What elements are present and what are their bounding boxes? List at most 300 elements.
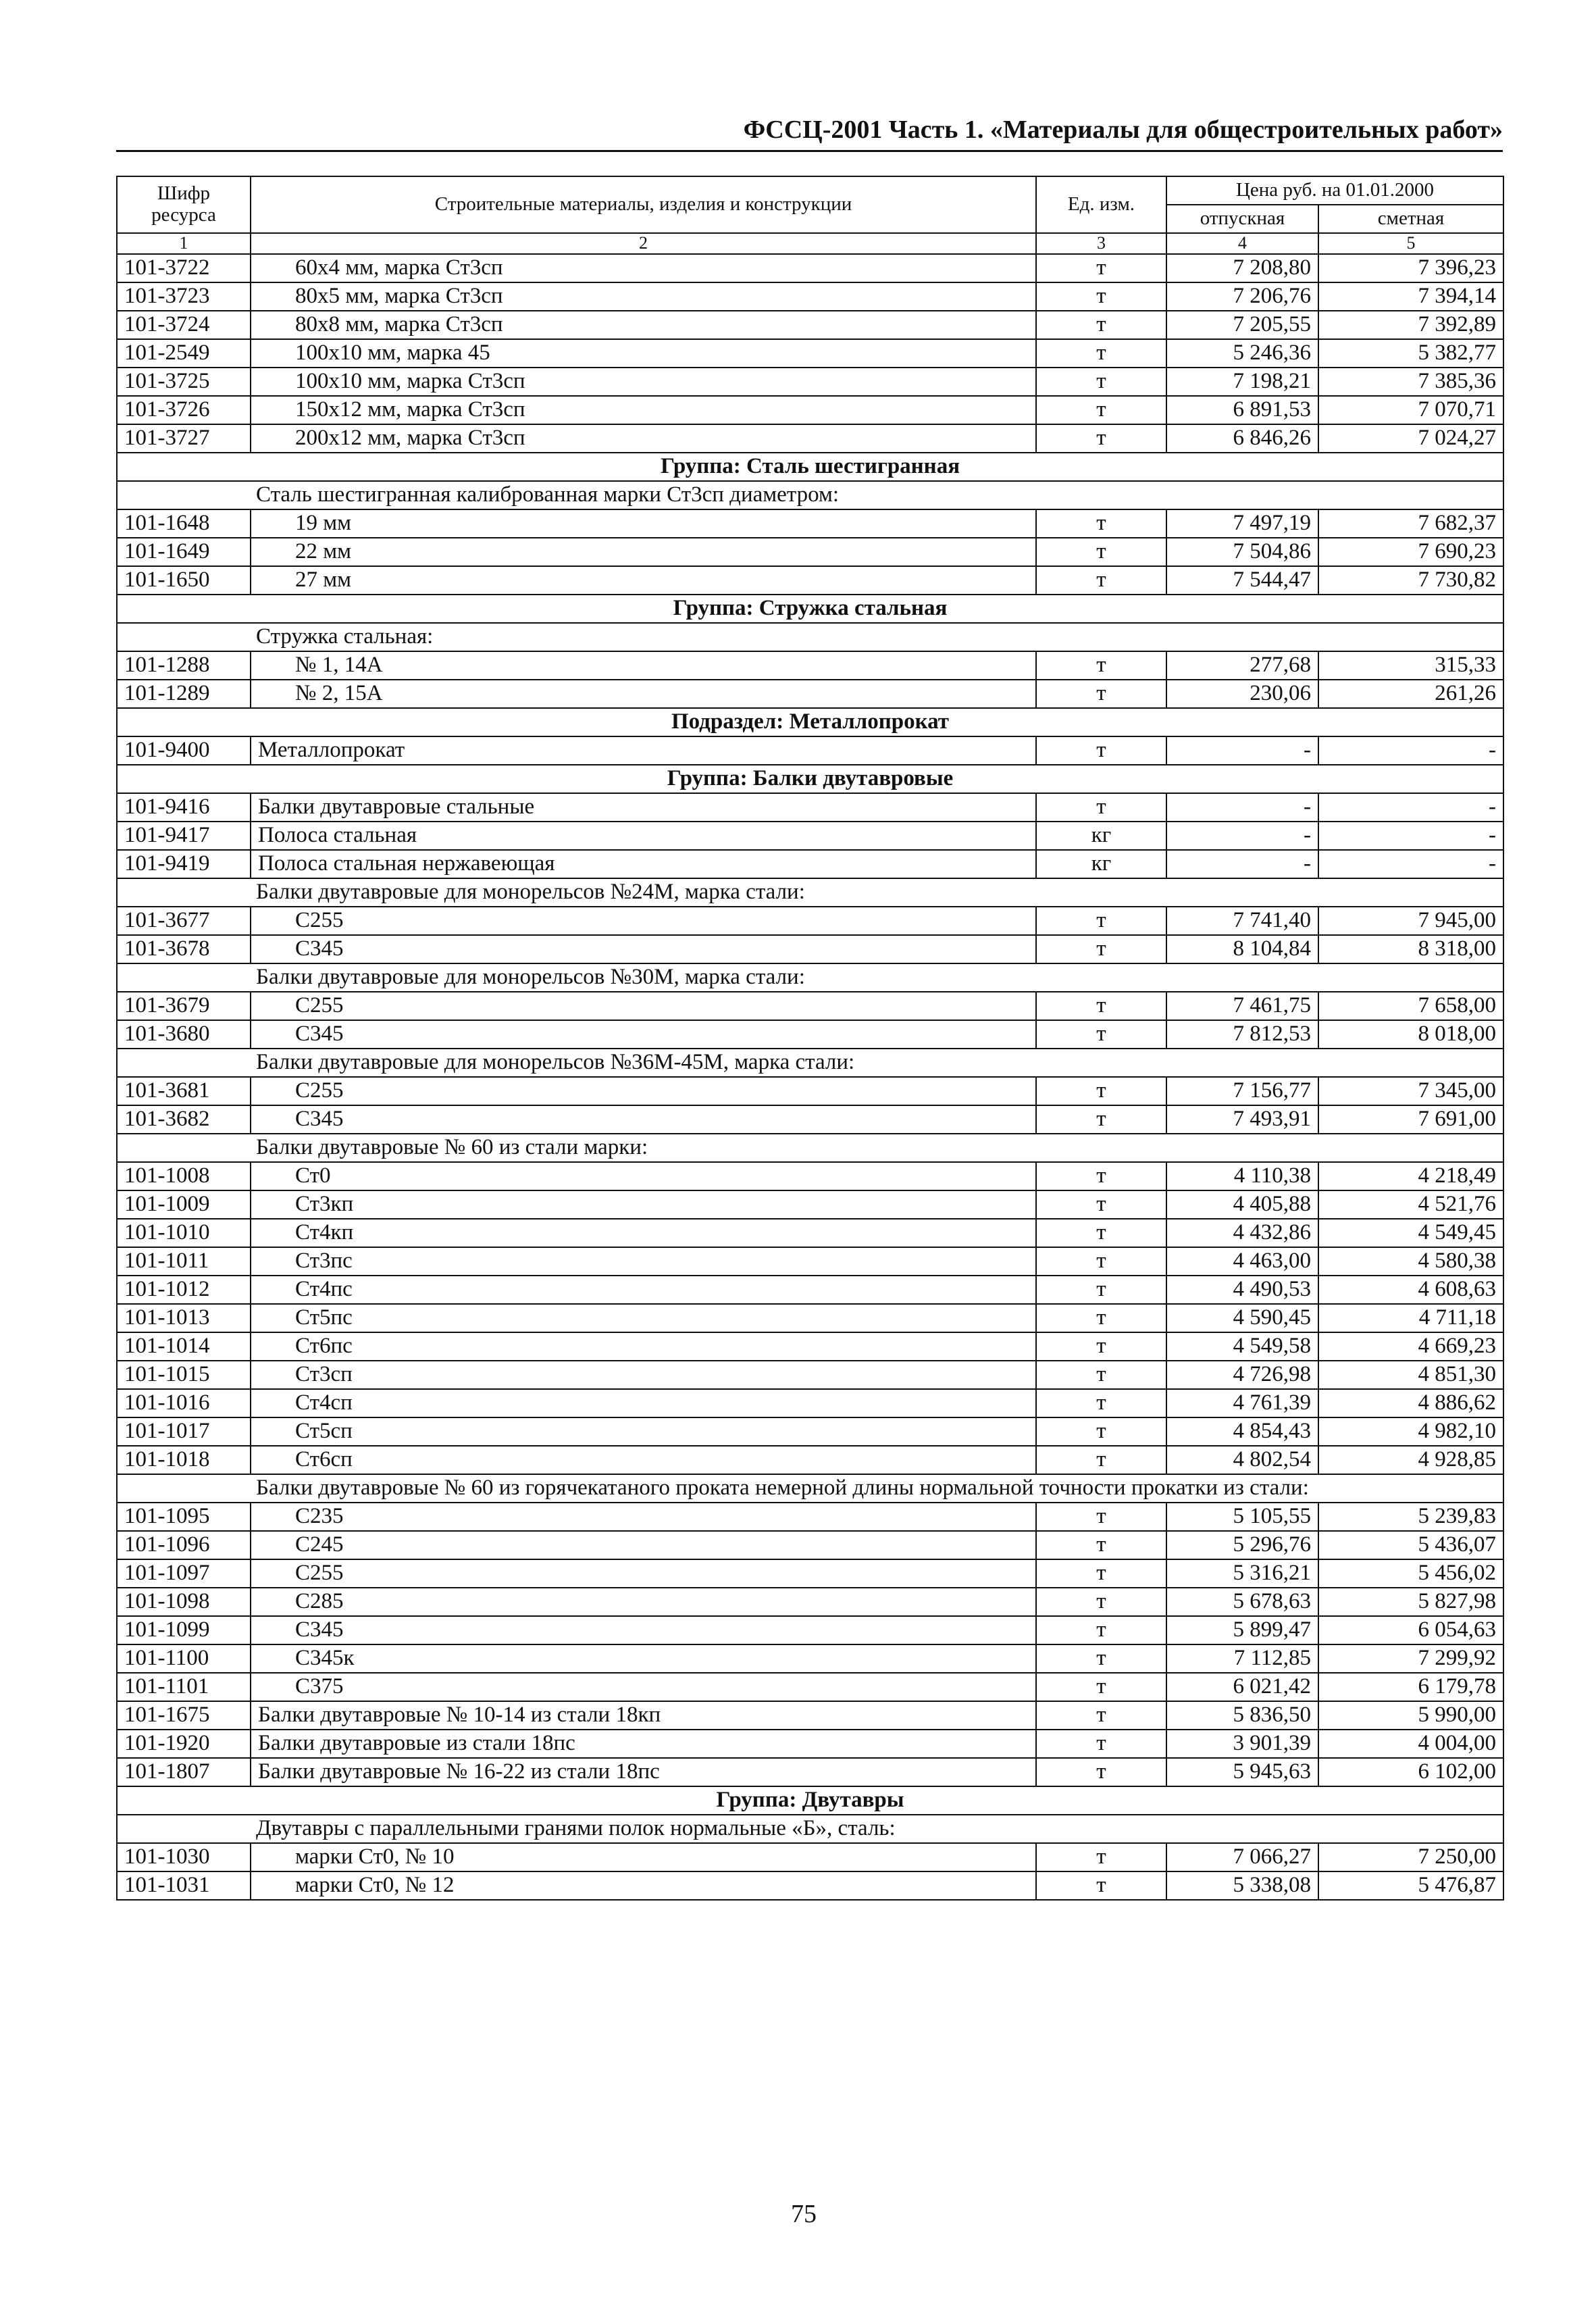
- price-release: 5 338,08: [1166, 1871, 1318, 1900]
- price-estimate: -: [1318, 793, 1503, 822]
- material-name: С255: [251, 907, 1036, 935]
- price-release: 4 549,58: [1166, 1332, 1318, 1361]
- header-price: Цена руб. на 01.01.2000: [1166, 176, 1503, 205]
- price-estimate: -: [1318, 850, 1503, 878]
- unit-of-measure: т: [1036, 1304, 1166, 1332]
- price-estimate: 7 392,89: [1318, 311, 1503, 339]
- price-estimate: 7 945,00: [1318, 907, 1503, 935]
- price-estimate: 4 521,76: [1318, 1190, 1503, 1219]
- price-release: 6 021,42: [1166, 1673, 1318, 1701]
- table-row: [117, 651, 1503, 680]
- unit-of-measure: т: [1036, 680, 1166, 708]
- price-estimate: 5 990,00: [1318, 1701, 1503, 1730]
- unit-of-measure: т: [1036, 538, 1166, 566]
- unit-of-measure: т: [1036, 1730, 1166, 1758]
- price-estimate: 4 851,30: [1318, 1361, 1503, 1389]
- resource-code: 101-1012: [117, 1276, 251, 1304]
- price-estimate: 4 982,10: [1318, 1417, 1503, 1446]
- header-price-release: отпускная: [1166, 205, 1318, 233]
- table-row: [117, 1219, 1503, 1247]
- price-release: 6 846,26: [1166, 424, 1318, 453]
- resource-code: 101-9419: [117, 850, 251, 878]
- resource-code: 101-3680: [117, 1020, 251, 1049]
- resource-code: 101-3723: [117, 282, 251, 311]
- price-estimate: 4 711,18: [1318, 1304, 1503, 1332]
- unit-of-measure: т: [1036, 311, 1166, 339]
- unit-of-measure: т: [1036, 1276, 1166, 1304]
- subgroup-heading: Балки двутавровые для монорельсов №30М, марка стали:: [117, 963, 1503, 992]
- resource-code: 101-3681: [117, 1077, 251, 1105]
- resource-code: 101-1807: [117, 1758, 251, 1786]
- price-release: -: [1166, 822, 1318, 850]
- table-row: [117, 1701, 1503, 1730]
- resource-code: 101-1095: [117, 1503, 251, 1531]
- unit-of-measure: кг: [1036, 822, 1166, 850]
- resource-code: 101-1099: [117, 1616, 251, 1644]
- unit-of-measure: т: [1036, 1332, 1166, 1361]
- subgroup-heading-row: [117, 1049, 1503, 1077]
- unit-of-measure: т: [1036, 509, 1166, 538]
- price-estimate: 5 456,02: [1318, 1559, 1503, 1588]
- resource-code: 101-3678: [117, 935, 251, 963]
- unit-of-measure: т: [1036, 282, 1166, 311]
- table-row: [117, 1531, 1503, 1559]
- group-heading-row: [117, 453, 1503, 481]
- price-release: 4 405,88: [1166, 1190, 1318, 1219]
- price-estimate: 261,26: [1318, 680, 1503, 708]
- unit-of-measure: т: [1036, 254, 1166, 282]
- resource-code: 101-1011: [117, 1247, 251, 1276]
- material-name: Ст6пс: [251, 1332, 1036, 1361]
- price-estimate: 8 318,00: [1318, 935, 1503, 963]
- material-name: 200х12 мм, марка Ст3сп: [251, 424, 1036, 453]
- resource-code: 101-9417: [117, 822, 251, 850]
- group-heading: Группа: Стружка стальная: [117, 595, 1503, 623]
- material-name: 22 мм: [251, 538, 1036, 566]
- subgroup-heading-row: [117, 1134, 1503, 1162]
- material-name: С375: [251, 1673, 1036, 1701]
- table-row: [117, 1105, 1503, 1134]
- material-name: Балки двутавровые № 10-14 из стали 18кп: [251, 1701, 1036, 1730]
- material-name: Ст3кп: [251, 1190, 1036, 1219]
- unit-of-measure: т: [1036, 1503, 1166, 1531]
- price-release: 277,68: [1166, 651, 1318, 680]
- unit-of-measure: т: [1036, 1077, 1166, 1105]
- unit-of-measure: т: [1036, 736, 1166, 765]
- resource-code: 101-3727: [117, 424, 251, 453]
- price-release: 7 493,91: [1166, 1105, 1318, 1134]
- table-row: [117, 1361, 1503, 1389]
- header-name: Строительные материалы, изделия и конструкции: [251, 176, 1036, 233]
- material-name: Ст4сп: [251, 1389, 1036, 1417]
- price-estimate: 6 102,00: [1318, 1758, 1503, 1786]
- material-name: Ст3пс: [251, 1247, 1036, 1276]
- unit-of-measure: т: [1036, 1673, 1166, 1701]
- material-name: 80х5 мм, марка Ст3сп: [251, 282, 1036, 311]
- material-name: Полоса стальная: [251, 822, 1036, 850]
- material-name: Балки двутавровые из стали 18пс: [251, 1730, 1036, 1758]
- price-release: 4 761,39: [1166, 1389, 1318, 1417]
- material-name: 100х10 мм, марка Ст3сп: [251, 368, 1036, 396]
- table-row: [117, 1190, 1503, 1219]
- price-release: 7 544,47: [1166, 566, 1318, 595]
- table-row: [117, 396, 1503, 424]
- price-estimate: 4 580,38: [1318, 1247, 1503, 1276]
- price-estimate: 7 396,23: [1318, 254, 1503, 282]
- group-heading: Группа: Балки двутавровые: [117, 765, 1503, 793]
- resource-code: 101-1018: [117, 1446, 251, 1474]
- material-name: Ст5пс: [251, 1304, 1036, 1332]
- subgroup-heading: Сталь шестигранная калиброванная марки Ст3сп диаметром:: [117, 481, 1503, 509]
- group-heading-row: [117, 765, 1503, 793]
- unit-of-measure: т: [1036, 1843, 1166, 1871]
- resource-code: 101-1289: [117, 680, 251, 708]
- price-release: 5 316,21: [1166, 1559, 1318, 1588]
- unit-of-measure: т: [1036, 1190, 1166, 1219]
- price-estimate: 4 549,45: [1318, 1219, 1503, 1247]
- subgroup-heading: Балки двутавровые № 60 из горячекатаного проката немерной длины нормальной точности прокатки из стали:: [117, 1474, 1503, 1503]
- table-row: [117, 1588, 1503, 1616]
- material-name: марки Ст0, № 12: [251, 1871, 1036, 1900]
- table-row: [117, 282, 1503, 311]
- resource-code: 101-1675: [117, 1701, 251, 1730]
- price-estimate: 5 476,87: [1318, 1871, 1503, 1900]
- resource-code: 101-1097: [117, 1559, 251, 1588]
- price-release: 7 208,80: [1166, 254, 1318, 282]
- resource-code: 101-1096: [117, 1531, 251, 1559]
- subgroup-heading-row: [117, 963, 1503, 992]
- unit-of-measure: т: [1036, 992, 1166, 1020]
- unit-of-measure: т: [1036, 651, 1166, 680]
- table-row: [117, 1644, 1503, 1673]
- subgroup-heading-row: [117, 878, 1503, 907]
- table-row: [117, 1446, 1503, 1474]
- table-row: [117, 680, 1503, 708]
- price-release: 4 590,45: [1166, 1304, 1318, 1332]
- subgroup-heading-row: [117, 1815, 1503, 1843]
- unit-of-measure: т: [1036, 1588, 1166, 1616]
- price-estimate: 7 394,14: [1318, 282, 1503, 311]
- price-estimate: 6 179,78: [1318, 1673, 1503, 1701]
- resource-code: 101-1650: [117, 566, 251, 595]
- resource-code: 101-1101: [117, 1673, 251, 1701]
- resource-code: 101-3724: [117, 311, 251, 339]
- resource-code: 101-1100: [117, 1644, 251, 1673]
- price-release: 8 104,84: [1166, 935, 1318, 963]
- unit-of-measure: т: [1036, 935, 1166, 963]
- material-name: Ст4кп: [251, 1219, 1036, 1247]
- subgroup-heading: Балки двутавровые № 60 из стали марки:: [117, 1134, 1503, 1162]
- resource-code: 101-1010: [117, 1219, 251, 1247]
- price-estimate: 5 382,77: [1318, 339, 1503, 368]
- column-number: 2: [251, 233, 1036, 254]
- group-heading-row: [117, 708, 1503, 736]
- resource-code: 101-1014: [117, 1332, 251, 1361]
- unit-of-measure: т: [1036, 1162, 1166, 1190]
- price-table: [116, 176, 1504, 1901]
- table-row: [117, 254, 1503, 282]
- price-release: 4 802,54: [1166, 1446, 1318, 1474]
- unit-of-measure: т: [1036, 566, 1166, 595]
- resource-code: 101-2549: [117, 339, 251, 368]
- subgroup-heading: Балки двутавровые для монорельсов №36М-45М, марка стали:: [117, 1049, 1503, 1077]
- group-heading: Группа: Сталь шестигранная: [117, 453, 1503, 481]
- price-estimate: 7 299,92: [1318, 1644, 1503, 1673]
- table-row: [117, 509, 1503, 538]
- material-name: С255: [251, 1077, 1036, 1105]
- group-heading-row: [117, 595, 1503, 623]
- unit-of-measure: т: [1036, 339, 1166, 368]
- table-row: [117, 1730, 1503, 1758]
- price-estimate: 4 886,62: [1318, 1389, 1503, 1417]
- resource-code: 101-1098: [117, 1588, 251, 1616]
- table-row: [117, 1758, 1503, 1786]
- price-estimate: 5 827,98: [1318, 1588, 1503, 1616]
- table-row: [117, 1503, 1503, 1531]
- table-row: [117, 907, 1503, 935]
- table-row: [117, 1332, 1503, 1361]
- table-row: [117, 1020, 1503, 1049]
- subgroup-heading-row: [117, 481, 1503, 509]
- material-name: Ст4пс: [251, 1276, 1036, 1304]
- price-release: 5 678,63: [1166, 1588, 1318, 1616]
- unit-of-measure: т: [1036, 1361, 1166, 1389]
- material-name: Ст0: [251, 1162, 1036, 1190]
- unit-of-measure: т: [1036, 424, 1166, 453]
- price-estimate: 7 690,23: [1318, 538, 1503, 566]
- price-release: 5 105,55: [1166, 1503, 1318, 1531]
- price-release: 4 490,53: [1166, 1276, 1318, 1304]
- material-name: 80х8 мм, марка Ст3сп: [251, 311, 1036, 339]
- material-name: С345: [251, 1616, 1036, 1644]
- price-estimate: 8 018,00: [1318, 1020, 1503, 1049]
- table-row: [117, 1247, 1503, 1276]
- unit-of-measure: т: [1036, 1701, 1166, 1730]
- price-release: 7 206,76: [1166, 282, 1318, 311]
- price-release: 7 461,75: [1166, 992, 1318, 1020]
- unit-of-measure: т: [1036, 1417, 1166, 1446]
- unit-of-measure: кг: [1036, 850, 1166, 878]
- price-release: 7 205,55: [1166, 311, 1318, 339]
- resource-code: 101-1008: [117, 1162, 251, 1190]
- resource-code: 101-1030: [117, 1843, 251, 1871]
- material-name: Полоса стальная нержавеющая: [251, 850, 1036, 878]
- price-estimate: 6 054,63: [1318, 1616, 1503, 1644]
- price-release: 5 945,63: [1166, 1758, 1318, 1786]
- price-estimate: 4 669,23: [1318, 1332, 1503, 1361]
- price-release: 7 156,77: [1166, 1077, 1318, 1105]
- price-release: 4 854,43: [1166, 1417, 1318, 1446]
- price-release: 7 497,19: [1166, 509, 1318, 538]
- unit-of-measure: т: [1036, 907, 1166, 935]
- material-name: С345: [251, 1105, 1036, 1134]
- material-name: Металлопрокат: [251, 736, 1036, 765]
- material-name: С255: [251, 1559, 1036, 1588]
- table-row: [117, 424, 1503, 453]
- table-row: [117, 1304, 1503, 1332]
- resource-code: 101-3725: [117, 368, 251, 396]
- unit-of-measure: т: [1036, 368, 1166, 396]
- price-release: 5 836,50: [1166, 1701, 1318, 1730]
- unit-of-measure: т: [1036, 1247, 1166, 1276]
- header-code: Шифр ресурса: [117, 176, 251, 233]
- material-name: С235: [251, 1503, 1036, 1531]
- price-estimate: 4 608,63: [1318, 1276, 1503, 1304]
- price-release: 4 110,38: [1166, 1162, 1318, 1190]
- resource-code: 101-3726: [117, 396, 251, 424]
- material-name: Балки двутавровые стальные: [251, 793, 1036, 822]
- price-release: 4 432,86: [1166, 1219, 1318, 1247]
- material-name: № 2, 15А: [251, 680, 1036, 708]
- price-estimate: 315,33: [1318, 651, 1503, 680]
- material-name: Ст3сп: [251, 1361, 1036, 1389]
- material-name: 60х4 мм, марка Ст3сп: [251, 254, 1036, 282]
- price-release: 7 066,27: [1166, 1843, 1318, 1871]
- page-number: 75: [791, 2200, 817, 2228]
- table-row: [117, 935, 1503, 963]
- table-row: [117, 992, 1503, 1020]
- resource-code: 101-1920: [117, 1730, 251, 1758]
- resource-code: 101-1648: [117, 509, 251, 538]
- unit-of-measure: т: [1036, 1389, 1166, 1417]
- subgroup-heading: Стружка стальная:: [117, 623, 1503, 651]
- resource-code: 101-1013: [117, 1304, 251, 1332]
- price-estimate: 5 436,07: [1318, 1531, 1503, 1559]
- material-name: С245: [251, 1531, 1036, 1559]
- header-rule: [116, 150, 1503, 152]
- group-heading: Подраздел: Металлопрокат: [117, 708, 1503, 736]
- group-heading-row: [117, 1786, 1503, 1815]
- table-row: [117, 1871, 1503, 1900]
- price-release: 7 812,53: [1166, 1020, 1318, 1049]
- material-name: Балки двутавровые № 16-22 из стали 18пс: [251, 1758, 1036, 1786]
- price-estimate: 7 250,00: [1318, 1843, 1503, 1871]
- table-row: [117, 1389, 1503, 1417]
- table-row: [117, 538, 1503, 566]
- resource-code: 101-1016: [117, 1389, 251, 1417]
- price-release: 7 198,21: [1166, 368, 1318, 396]
- price-release: 5 246,36: [1166, 339, 1318, 368]
- resource-code: 101-1009: [117, 1190, 251, 1219]
- column-number: 4: [1166, 233, 1318, 254]
- table-row: [117, 1417, 1503, 1446]
- price-estimate: 4 928,85: [1318, 1446, 1503, 1474]
- resource-code: 101-1015: [117, 1361, 251, 1389]
- material-name: Ст6сп: [251, 1446, 1036, 1474]
- material-name: С285: [251, 1588, 1036, 1616]
- table-row: [117, 822, 1503, 850]
- table-row: [117, 1673, 1503, 1701]
- table-row: [117, 736, 1503, 765]
- price-estimate: 7 345,00: [1318, 1077, 1503, 1105]
- resource-code: 101-3679: [117, 992, 251, 1020]
- table-row: [117, 1559, 1503, 1588]
- price-estimate: 4 218,49: [1318, 1162, 1503, 1190]
- unit-of-measure: т: [1036, 1616, 1166, 1644]
- material-name: № 1, 14А: [251, 651, 1036, 680]
- price-release: 5 296,76: [1166, 1531, 1318, 1559]
- table-row: [117, 368, 1503, 396]
- price-release: 3 901,39: [1166, 1730, 1318, 1758]
- table-body: [117, 254, 1503, 1900]
- resource-code: 101-3722: [117, 254, 251, 282]
- material-name: 150х12 мм, марка Ст3сп: [251, 396, 1036, 424]
- table-row: [117, 793, 1503, 822]
- price-estimate: 7 070,71: [1318, 396, 1503, 424]
- subgroup-heading: Двутавры с параллельными гранями полок нормальные «Б», сталь:: [117, 1815, 1503, 1843]
- price-release: 230,06: [1166, 680, 1318, 708]
- material-name: С345к: [251, 1644, 1036, 1673]
- resource-code: 101-1649: [117, 538, 251, 566]
- material-name: 19 мм: [251, 509, 1036, 538]
- unit-of-measure: т: [1036, 1871, 1166, 1900]
- table-row: [117, 566, 1503, 595]
- price-release: 7 504,86: [1166, 538, 1318, 566]
- price-release: 7 112,85: [1166, 1644, 1318, 1673]
- subgroup-heading-row: [117, 623, 1503, 651]
- price-estimate: 5 239,83: [1318, 1503, 1503, 1531]
- unit-of-measure: т: [1036, 1105, 1166, 1134]
- page-header-title: ФССЦ-2001 Часть 1. «Материалы для общестроительных работ»: [743, 116, 1503, 144]
- column-number: 3: [1036, 233, 1166, 254]
- price-estimate: 7 658,00: [1318, 992, 1503, 1020]
- price-estimate: -: [1318, 736, 1503, 765]
- price-estimate: 7 682,37: [1318, 509, 1503, 538]
- table-row: [117, 850, 1503, 878]
- unit-of-measure: т: [1036, 1446, 1166, 1474]
- table-row: [117, 1162, 1503, 1190]
- price-estimate: 7 730,82: [1318, 566, 1503, 595]
- material-name: Ст5сп: [251, 1417, 1036, 1446]
- price-release: -: [1166, 736, 1318, 765]
- resource-code: 101-1031: [117, 1871, 251, 1900]
- price-estimate: 7 385,36: [1318, 368, 1503, 396]
- table-row: [117, 339, 1503, 368]
- unit-of-measure: т: [1036, 1758, 1166, 1786]
- column-number: 1: [117, 233, 251, 254]
- table-row: [117, 1616, 1503, 1644]
- price-estimate: 7 024,27: [1318, 424, 1503, 453]
- unit-of-measure: т: [1036, 396, 1166, 424]
- unit-of-measure: т: [1036, 1559, 1166, 1588]
- price-release: 5 899,47: [1166, 1616, 1318, 1644]
- price-estimate: -: [1318, 822, 1503, 850]
- resource-code: 101-9400: [117, 736, 251, 765]
- price-estimate: 4 004,00: [1318, 1730, 1503, 1758]
- unit-of-measure: т: [1036, 1531, 1166, 1559]
- resource-code: 101-3677: [117, 907, 251, 935]
- price-release: -: [1166, 793, 1318, 822]
- material-name: С345: [251, 1020, 1036, 1049]
- material-name: 27 мм: [251, 566, 1036, 595]
- table-row: [117, 1276, 1503, 1304]
- material-name: С345: [251, 935, 1036, 963]
- price-estimate: 7 691,00: [1318, 1105, 1503, 1134]
- price-release: 4 726,98: [1166, 1361, 1318, 1389]
- resource-code: 101-9416: [117, 793, 251, 822]
- header-unit: Ед. изм.: [1036, 176, 1166, 233]
- table-row: [117, 1077, 1503, 1105]
- resource-code: 101-1017: [117, 1417, 251, 1446]
- material-name: С255: [251, 992, 1036, 1020]
- unit-of-measure: т: [1036, 1644, 1166, 1673]
- material-name: марки Ст0, № 10: [251, 1843, 1036, 1871]
- price-release: 6 891,53: [1166, 396, 1318, 424]
- table-row: [117, 311, 1503, 339]
- price-release: 7 741,40: [1166, 907, 1318, 935]
- subgroup-heading-row: [117, 1474, 1503, 1503]
- resource-code: 101-1288: [117, 651, 251, 680]
